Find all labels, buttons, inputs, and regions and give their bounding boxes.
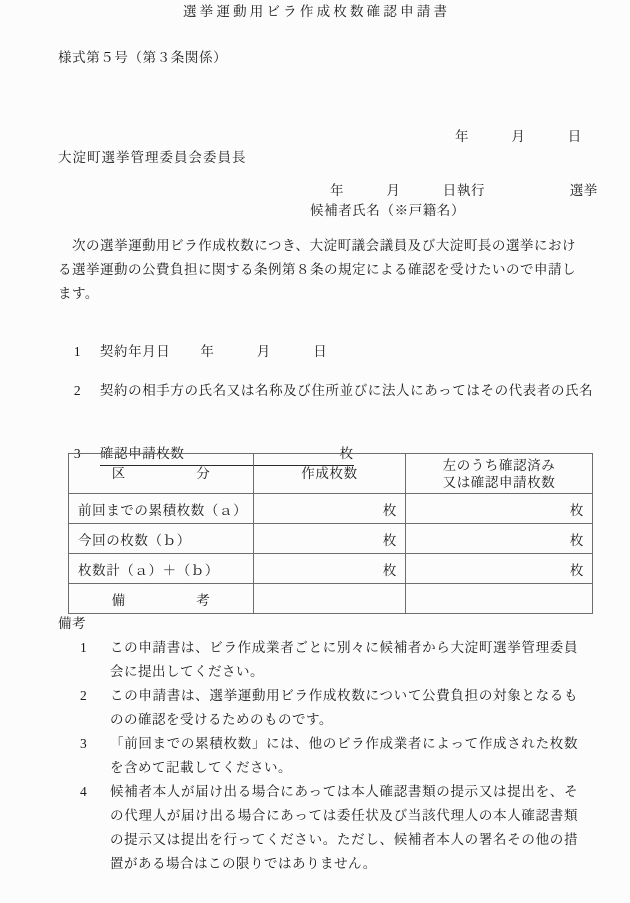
notes-heading: 備考 [58,616,87,631]
cell-remarks-created[interactable] [254,584,406,614]
header-confirmed-count [406,454,593,494]
notes-list [58,636,578,876]
table-row [69,554,593,584]
election-date-line: 年 月 日執行 選挙 [330,183,598,198]
body-paragraph: 次の選挙運動用ビラ作成枚数につき、大淀町議会議員及び大淀町長の選挙における選挙運動の公費負担に関する条例第８条の規定による確認を受けたいので申請します。 [58,238,576,301]
note-text: 候補者本人が届け出る場合にあっては本人確認書類の提示又は提出を、その代理人が届け出る場合にあっては委任状及び当該代理人の本人確認書類の提示又は提出を行ってください。ただし、候補者本人の署名その他の措置がある場合はこの限りではありません。 [110,784,578,871]
item-label: 契約年月日 [99,344,171,359]
note-item [58,780,578,876]
cell-created-cumulative[interactable]: 枚 [254,494,406,524]
note-item [58,732,578,780]
item-value: 年 月 日 [200,344,328,359]
item-label: 契約の相手方の氏名又は名称及び住所並びに法人にあってはその代表者の氏名 [99,383,594,398]
item-number: 2 [73,383,82,398]
header-confirmed-line1: 左のうち確認済み [442,457,556,473]
note-number: 3 [80,736,88,751]
item-label: 確認申請枚数 [99,446,185,461]
candidate-name-line: 候補者氏名（※戸籍名） [310,203,466,218]
item-counterparty [58,361,593,421]
note-item [58,684,578,732]
cell-confirmed-total[interactable]: 枚 [406,554,593,584]
item-value: 枚 [184,446,354,461]
table-header-row [69,454,593,494]
submission-date-line: 年 月 日 [455,129,582,144]
table-row [69,584,593,614]
item-number: 3 [73,446,82,461]
cell-confirmed-cumulative[interactable]: 枚 [406,494,593,524]
cell-remarks-confirmed[interactable] [406,584,593,614]
note-number: 2 [80,688,88,703]
table-row [69,494,593,524]
addressee-line: 大淀町選挙管理委員会委員長 [58,150,247,165]
row-label-current: 今回の枚数（ｂ） [69,524,254,554]
row-label-remarks: 備 考 [69,584,254,614]
form-number: 様式第５号（第３条関係） [58,50,228,65]
item-number: 1 [73,344,82,359]
cell-created-current[interactable]: 枚 [254,524,406,554]
note-number: 1 [80,640,88,655]
row-label-total: 枚数計（ａ）＋（ｂ） [69,554,254,584]
cell-created-total[interactable]: 枚 [254,554,406,584]
row-label-cumulative: 前回までの累積枚数（ａ） [69,494,254,524]
note-text: この申請書は、ビラ作成業者ごとに別々に候補者から大淀町選挙管理委員会に提出してください。 [110,640,578,679]
note-text: この申請書は、選挙運動用ビラ作成枚数について公費負担の対象となるものの確認を受けるためのものです。 [110,688,578,727]
cell-confirmed-current[interactable]: 枚 [406,524,593,554]
note-item [58,636,578,684]
page-title: 選挙運動用ビラ作成枚数確認申請書 [182,4,451,19]
table-row [69,524,593,554]
note-text: 「前回までの累積枚数」には、他のビラ作成業者によって作成された枚数を含めて記載してください。 [110,736,578,775]
header-category: 区 分 [69,454,254,494]
header-confirmed-line2: 又は確認申請枚数 [442,474,556,490]
header-created-count: 作成枚数 [254,454,406,494]
count-table [68,453,593,614]
note-number: 4 [80,784,88,799]
